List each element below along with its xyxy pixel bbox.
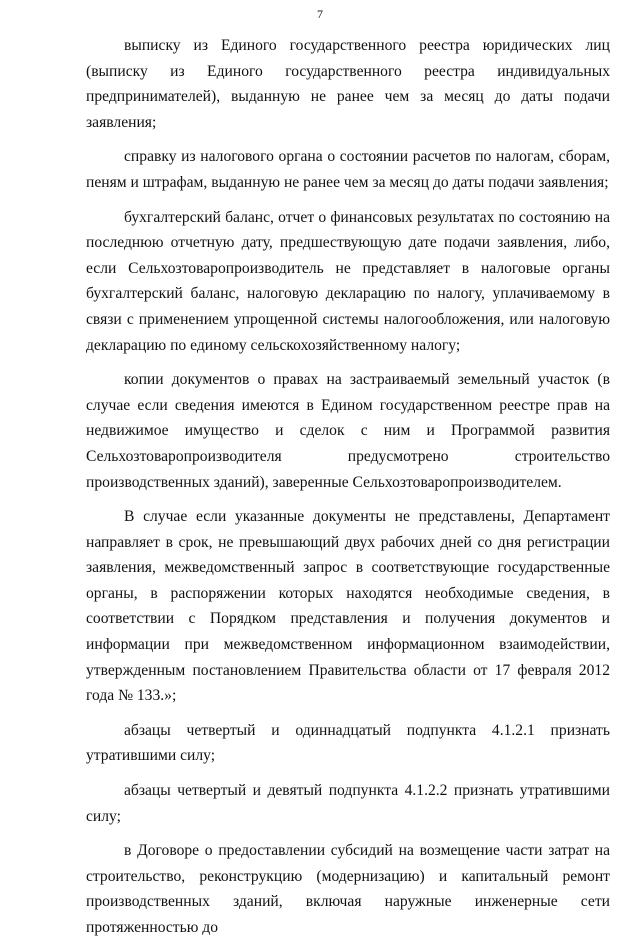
paragraph-subsidy-agreement: в Договоре о предоставлении субсидий на возмещение части затрат на строительство, реконструкцию (модернизацию) и капитальный ремонт производственных зданий, включая наружные инженерные сети протяженностью до (86, 842, 610, 936)
paragraph-amend-4-1-2-2: абзацы четвертый и девятый подпункта 4.1.2.2 признать утратившими силу; (86, 782, 610, 825)
paragraph-tax-certificate: справку из налогового органа о состоянии расчетов по налогам, сборам, пеням и штрафам, выданную не ранее чем за месяц до даты подачи заявления; (86, 148, 610, 191)
paragraph-egrul-extract: выписку из Единого государственного реестра юридических лиц (выписку из Единого государственного реестра индивидуальных предпринимателей), выданную не ранее чем за месяц до даты подачи заявления; (86, 37, 610, 131)
document-body (86, 33, 610, 941)
paragraph-land-documents: копии документов о правах на застраиваемый земельный участок (в случае если сведения имеются в Едином государственном реестре прав на недвижимое имущество и сделок с ним и Программой развития Сельхозтоваропроизводителя предусмотрено строительство производственных зданий), заверенные Сельхозтоваропроизводителем. (86, 371, 610, 491)
page-number: 7 (317, 7, 323, 21)
paragraph-amend-4-1-2-1: абзацы четвертый и одиннадцатый подпункта 4.1.2.1 признать утратившими силу; (86, 721, 610, 765)
paragraph-interagency-request: В случае если указанные документы не представлены, Департамент направляет в срок, не превышающий двух рабочих дней со дня регистрации заявления, межведомственный запрос в соответствующие государственные органы, в распоряжении которых находятся необходимые сведения, в соответствии с Порядком представления и получения документов и информации при межведомственном информационном взаимодействии, утвержденным постановлением Правительства области от 17 февраля 2012 года № 133.»; (86, 508, 610, 705)
paragraph-accounting-balance: бухгалтерский баланс, отчет о финансовых результатах по состоянию на последнюю отчетную дату, предшествующую дате подачи заявления, либо, если Сельхозтоваропроизводитель не представляет в налоговые органы бухгалтерский баланс, налоговую декларацию по налогу, уплачиваемому в связи с применением упрощенной системы налогообложения, или налоговую декларацию по единому сельскохозяйственному налогу; (86, 208, 610, 354)
